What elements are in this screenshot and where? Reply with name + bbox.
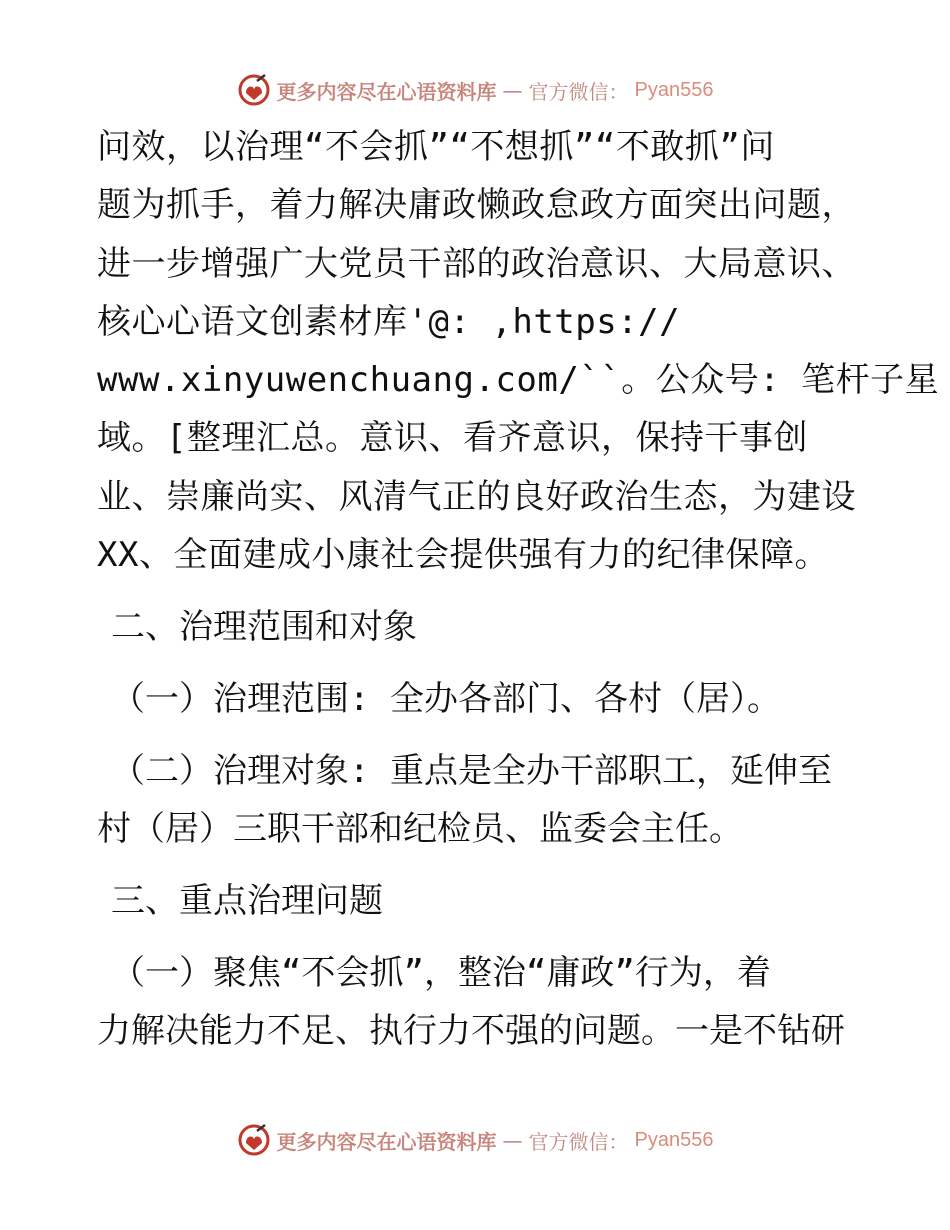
- header-watermark-banner: [0, 70, 950, 110]
- text-line: 力解决能力不足、执行力不强的问题。一是不钻研: [97, 1011, 845, 1052]
- text-line: 进一步增强广大党员干部的政治意识、大局意识、: [97, 243, 856, 284]
- footer-watermark-banner: [0, 1120, 950, 1160]
- section-heading-3: 三、重点治理问题: [111, 881, 383, 922]
- banner-brand-text: 更多内容尽在心语资料库: [276, 79, 497, 104]
- banner-dash: —: [502, 1128, 523, 1152]
- heart-pen-logo-icon: [237, 73, 271, 107]
- text-line: （一）聚焦“不会抓”，整治“庸政”行为，着: [111, 953, 771, 994]
- item-focus-1: [97, 944, 857, 1060]
- heart-pen-logo-icon: [237, 1123, 271, 1157]
- banner-wechat-id: Pyan556: [634, 78, 714, 101]
- banner-dash: —: [502, 78, 523, 102]
- text-line: 域。[整理汇总。意识、看齐意识，保持干事创: [97, 418, 808, 459]
- text-line: （二）治理对象: 重点是全办干部职工，延伸至: [111, 751, 832, 792]
- banner-official-label: 官方微信：: [528, 1129, 629, 1154]
- text-line: 村（居）三职干部和纪检员、监委会主任。: [97, 809, 743, 850]
- paragraph-intro: [97, 118, 940, 584]
- text-line: 题为抓手，着力解决庸政懒政怠政方面突出问题，: [97, 185, 856, 226]
- text-line: 问效，以治理“不会抓”“不想抓”“不敢抓”问: [97, 127, 775, 167]
- text-line: www.xinyuwenchuang.com/``。公众号: 笔杆子星: [97, 360, 940, 401]
- text-line: XX、全面建成小康社会提供强有力的纪律保障。: [97, 535, 829, 576]
- section-heading-2: 二、治理范围和对象: [111, 607, 417, 648]
- item-scope: （一）治理范围: 全办各部门、各村（居）。: [111, 679, 781, 720]
- banner-official-label: 官方微信：: [528, 79, 629, 104]
- banner-wechat-id: Pyan556: [634, 1128, 714, 1151]
- banner-brand-text: 更多内容尽在心语资料库: [276, 1129, 497, 1154]
- text-line: 核心心语文创素材库'@: ,https://: [97, 301, 681, 342]
- document-body: [97, 118, 940, 1060]
- item-targets: [97, 742, 857, 858]
- text-line: 业、崇廉尚实、风清气正的良好政治生态，为建设: [97, 476, 856, 517]
